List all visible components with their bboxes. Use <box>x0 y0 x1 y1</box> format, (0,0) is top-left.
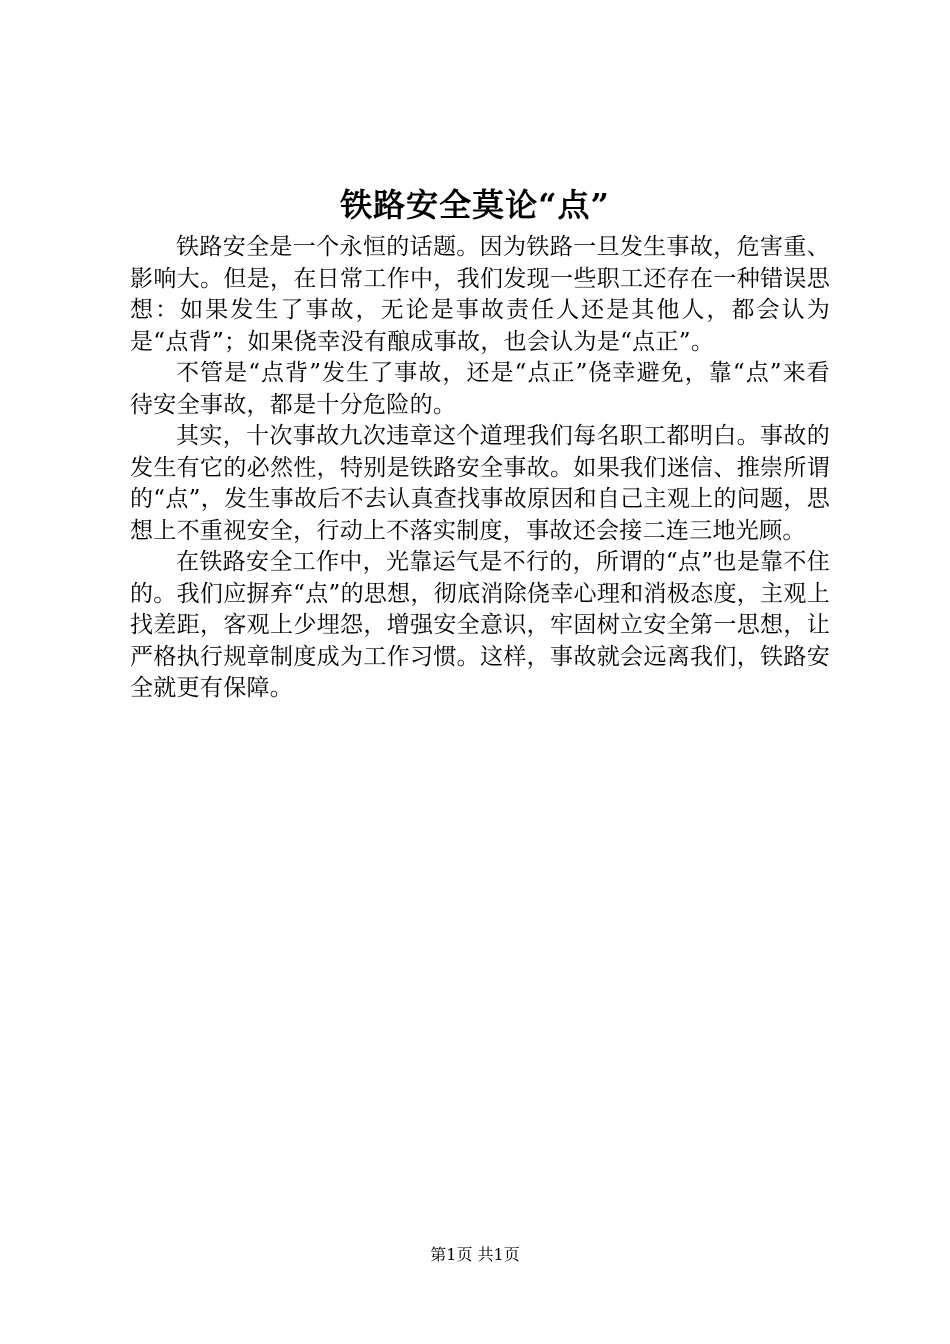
paragraph-2: 不管是“点背”发生了事故，还是“点正”侥幸避免，靠“点”来看待安全事故，都是十分危险的。 <box>130 360 830 418</box>
paragraph-4: 在铁路安全工作中，光靠运气是不行的，所谓的“点”也是靠不住的。我们应摒弃“点”的思想，彻底消除侥幸心理和消极态度，主观上找差距，客观上少埋怨，增强安全意识，牢固树立安全第一思想，让严格执行规章制度成为工作习惯。这样，事故就会远离我们，铁路安全就更有保障。 <box>130 549 830 701</box>
document-body <box>130 232 830 705</box>
page-footer: 第1页 共1页 <box>430 1245 520 1264</box>
document-title: 铁路安全莫论“点” <box>340 186 610 224</box>
paragraph-1: 铁路安全是一个永恒的话题。因为铁路一旦发生事故，危害重、影响大。但是，在日常工作中，我们发现一些职工还存在一种错误思想：如果发生了事故，无论是事故责任人还是其他人，都会认为是“点背”；如果侥幸没有酿成事故，也会认为是“点正”。 <box>130 234 830 355</box>
paragraph-3: 其实，十次事故九次违章这个道理我们每名职工都明白。事故的发生有它的必然性，特别是铁路安全事故。如果我们迷信、推崇所谓的“点”，发生事故后不去认真查找事故原因和自己主观上的问题，思想上不重视安全，行动上不落实制度，事故还会接二连三地光顾。 <box>130 423 830 544</box>
